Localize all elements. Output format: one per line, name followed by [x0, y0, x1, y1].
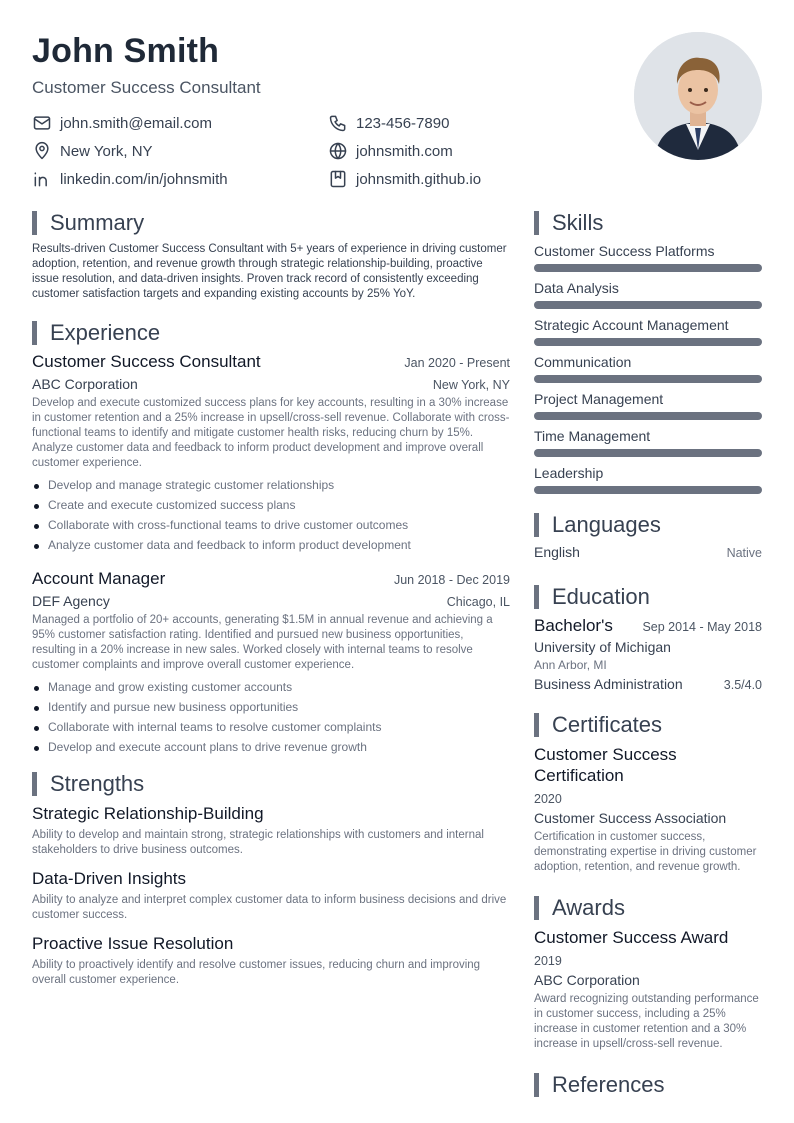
education-field: Business Administration: [534, 676, 683, 692]
skill-name: Communication: [534, 354, 632, 370]
job-title: Customer Success Consultant: [32, 352, 261, 371]
language-name: English: [534, 544, 580, 560]
candidate-title: Customer Success Consultant: [32, 78, 261, 97]
heading-bar: [32, 772, 37, 796]
heading-bar: [534, 1073, 539, 1097]
skill-level-bar: [534, 486, 762, 494]
education-degree: Bachelor's: [534, 616, 613, 635]
contact-phone[interactable]: [328, 112, 449, 134]
skill-name: Leadership: [534, 465, 604, 481]
job-company: ABC Corporation: [32, 376, 138, 392]
award-year: 2019: [534, 954, 562, 968]
education-location: Ann Arbor, MI: [534, 658, 607, 672]
award-org: ABC Corporation: [534, 972, 640, 988]
award-title: Customer Success Award: [534, 928, 729, 947]
language-item: [534, 544, 762, 560]
avatar: [634, 32, 762, 160]
list-item: Manage and grow existing customer accounts: [32, 677, 510, 697]
certificate-description: Certification in customer success, demonstrating expertise in driving customer adoption, retention, and revenue growth.: [534, 831, 757, 873]
contact-website[interactable]: [328, 140, 453, 162]
list-item: Collaborate with internal teams to resolve customer complaints: [32, 717, 510, 737]
skill-item: [534, 464, 762, 494]
linkedin-text: linkedin.com/in/johnsmith: [60, 170, 228, 188]
candidate-name: John Smith: [32, 32, 220, 70]
github-text: johnsmith.github.io: [356, 170, 482, 188]
skill-name: Project Management: [534, 391, 664, 407]
education-heading: [534, 584, 762, 610]
website-text: johnsmith.com: [356, 142, 453, 160]
experience-entry: [32, 352, 510, 555]
strength-entry: [32, 933, 510, 988]
strength-entry: [32, 868, 510, 923]
references-heading-label: References: [552, 1072, 665, 1097]
list-item: Collaborate with cross-functional teams to drive customer outcomes: [32, 515, 510, 535]
strength-entry: [32, 803, 510, 858]
strength-description: Ability to proactively identify and resolve customer issues, reducing churn and improving overall customer experience.: [32, 959, 481, 986]
skill-name: Time Management: [534, 428, 651, 444]
map-pin-icon: [32, 141, 52, 161]
skill-name: Strategic Account Management: [534, 317, 729, 333]
strength-description: Ability to develop and maintain strong, strategic relationships with customers and internal stakeholders to drive business outcomes.: [32, 829, 484, 856]
job-bullets: [32, 475, 510, 555]
heading-bar: [534, 713, 539, 737]
summary-heading-label: Summary: [50, 210, 145, 235]
skills-list: [534, 242, 762, 494]
heading-bar: [534, 211, 539, 235]
job-dates: Jan 2020 - Present: [404, 356, 510, 370]
skills-heading-label: Skills: [552, 210, 604, 235]
list-item: Create and execute customized success plans: [32, 495, 510, 515]
heading-bar: [32, 211, 37, 235]
education-heading-label: Education: [552, 584, 650, 609]
skill-level-bar: [534, 301, 762, 309]
skill-level-bar: [534, 375, 762, 383]
languages-heading: [534, 512, 762, 538]
skill-item: [534, 353, 762, 383]
list-item: Identify and pursue new business opportunities: [32, 697, 510, 717]
skill-level-bar: [534, 449, 762, 457]
list-item: Analyze customer data and feedback to inform product development: [32, 535, 510, 555]
heading-bar: [534, 513, 539, 537]
skills-heading: [534, 210, 762, 236]
skill-item: [534, 316, 762, 346]
skill-name: Customer Success Platforms: [534, 243, 715, 259]
certificate-org: Customer Success Association: [534, 810, 727, 826]
contact-email[interactable]: [32, 112, 212, 134]
job-description: Develop and execute customized success plans for key accounts, resulting in a 30% increase in customer retention and a 25% increase in upsell/cross-sell revenue. Collaborate with cross-functional teams to identify and mitigate customer health risks, reducing churn by 15%. Analyze customer data and feedback to inform product development and improve overall customer experience.: [32, 397, 510, 469]
summary-text: Results-driven Customer Success Consultant with 5+ years of experience in driving customer adoption, retention, and revenue growth through strategic relationship-building, proactive issue resolution, and data-driven insights. Proven track record of consistently exceeding customer satisfaction targets and expanding existing accounts by 25% YoY.: [32, 243, 507, 300]
strength-title: Data-Driven Insights: [32, 869, 187, 888]
summary-heading: [32, 210, 510, 236]
skill-item: [534, 242, 762, 272]
awards-heading-label: Awards: [552, 895, 625, 920]
heading-bar: [534, 896, 539, 920]
awards-heading: [534, 895, 762, 921]
contact-location: [32, 140, 153, 162]
skill-item: [534, 427, 762, 457]
references-heading: [534, 1072, 762, 1098]
contact-github[interactable]: [328, 168, 481, 190]
strength-description: Ability to analyze and interpret complex customer data to inform business decisions and drive customer success.: [32, 894, 507, 921]
strengths-heading-label: Strengths: [50, 771, 145, 796]
job-location: New York, NY: [432, 378, 510, 392]
heading-bar: [534, 585, 539, 609]
skill-level-bar: [534, 338, 762, 346]
strength-title: Strategic Relationship-Building: [32, 804, 264, 823]
experience-heading-label: Experience: [50, 320, 161, 345]
education-dates: Sep 2014 - May 2018: [642, 620, 762, 634]
skill-item: [534, 279, 762, 309]
languages-heading-label: Languages: [552, 512, 661, 537]
education-school: University of Michigan: [534, 639, 671, 655]
heading-bar: [32, 321, 37, 345]
side-column: [534, 210, 762, 1104]
linkedin-icon: [32, 169, 52, 189]
phone-text: 123-456-7890: [356, 114, 450, 132]
certificate-entry: [534, 744, 762, 875]
certificate-year: 2020: [534, 792, 562, 806]
skill-level-bar: [534, 264, 762, 272]
job-dates: Jun 2018 - Dec 2019: [393, 573, 510, 587]
certificates-heading: [534, 712, 762, 738]
education-gpa: 3.5/4.0: [723, 678, 762, 692]
list-item: Develop and manage strategic customer relationships: [32, 475, 510, 495]
education-entry: [534, 616, 762, 692]
award-description: Award recognizing outstanding performance in customer success, including a 25% increase in customer retention and a 30% increase in upsell/cross-sell revenue.: [534, 993, 759, 1050]
main-column: [32, 210, 510, 998]
experience-heading: [32, 320, 510, 346]
job-description: Managed a portfolio of 20+ accounts, generating $1.5M in annual revenue and achieving a 95% customer satisfaction rating. Identified and pursued new business opportunities, resulting in a 20% increase in new sales. Worked closely with internal teams to resolve customer complaints and improve overall customer experience.: [32, 614, 493, 671]
job-title: Account Manager: [32, 569, 166, 588]
language-level: Native: [726, 546, 762, 560]
strength-title: Proactive Issue Resolution: [32, 934, 234, 953]
strengths-heading: [32, 771, 510, 797]
email-text: john.smith@email.com: [60, 114, 212, 132]
certificate-title: Customer Success Certification: [534, 745, 677, 785]
list-item: Develop and execute account plans to drive revenue growth: [32, 737, 510, 757]
award-entry: [534, 927, 762, 1052]
experience-entry: [32, 569, 510, 757]
skill-level-bar: [534, 412, 762, 420]
skill-name: Data Analysis: [534, 280, 619, 296]
profile-photo: [634, 32, 762, 160]
job-location: Chicago, IL: [446, 595, 510, 609]
certificates-heading-label: Certificates: [552, 712, 663, 737]
contact-list: [32, 112, 632, 196]
phone-icon: [328, 113, 348, 133]
bookmark-icon: [328, 169, 348, 189]
contact-linkedin[interactable]: [32, 168, 228, 190]
skill-item: [534, 390, 762, 420]
resume-header: [32, 30, 632, 98]
mail-icon: [32, 113, 52, 133]
location-text: New York, NY: [60, 142, 153, 160]
job-company: DEF Agency: [32, 593, 110, 609]
globe-icon: [328, 141, 348, 161]
job-bullets: [32, 677, 510, 757]
